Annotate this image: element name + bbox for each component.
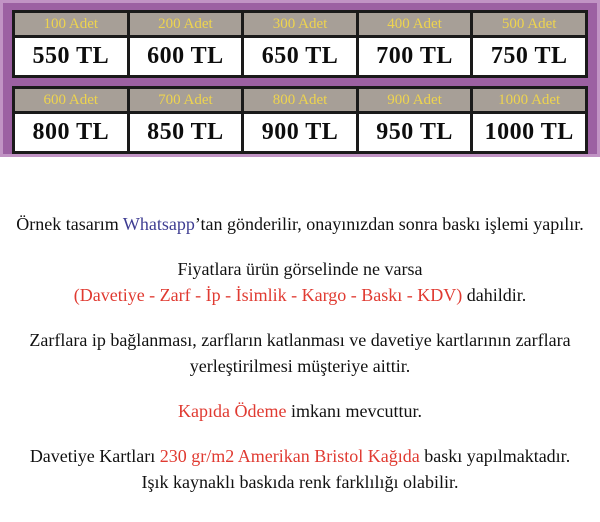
qty-cell: 500 Adet (472, 12, 587, 37)
whatsapp-label: Whatsapp (122, 214, 195, 234)
note-text: ’tan gönderilir, onayınızdan sonra baskı işlemi yapılır. (194, 214, 584, 234)
note-text-line (0, 282, 600, 308)
note-text: dahildir. (462, 285, 527, 305)
price-table-1 (12, 10, 588, 78)
note-sample-design (0, 211, 600, 237)
qty-cell: 600 Adet (14, 88, 129, 113)
note-text-line (0, 443, 600, 469)
quantity-header-row (14, 88, 587, 113)
price-cell: 650 TL (243, 37, 358, 77)
paper-spec-label: 230 gr/m2 Amerikan Bristol Kağıda (159, 446, 420, 466)
price-value-row (14, 37, 587, 77)
price-cell: 800 TL (14, 113, 129, 153)
note-text: imkanı mevcuttur. (286, 401, 422, 421)
price-value-row (14, 113, 587, 153)
note-cash-on-delivery (0, 398, 600, 424)
price-cell: 900 TL (243, 113, 358, 153)
note-text: baskı yapılmaktadır. (419, 446, 571, 466)
price-cell: 600 TL (128, 37, 243, 77)
note-text-line: Işık kaynaklı baskıda renk farklılığı olabilir. (141, 472, 459, 492)
note-text-line: Zarflara ip bağlanması, zarfların katlanması ve davetiye kartlarının zarflara (29, 330, 571, 350)
note-price-includes (0, 256, 600, 308)
qty-cell: 800 Adet (243, 88, 358, 113)
qty-cell: 200 Adet (128, 12, 243, 37)
price-cell: 550 TL (14, 37, 129, 77)
qty-cell: 700 Adet (128, 88, 243, 113)
qty-cell: 100 Adet (14, 12, 129, 37)
qty-cell: 900 Adet (357, 88, 472, 113)
info-notes (0, 157, 600, 495)
note-customer-responsibility (0, 327, 600, 379)
cash-on-delivery-label: Kapıda Ödeme (178, 401, 287, 421)
price-cell: 700 TL (357, 37, 472, 77)
note-text-line: yerleştirilmesi müşteriye aittir. (189, 356, 411, 376)
note-text: Örnek tasarım (16, 214, 123, 234)
price-cell: 750 TL (472, 37, 587, 77)
price-table-2 (12, 86, 588, 154)
qty-cell: 1000 Adet (472, 88, 587, 113)
included-items-list: (Davetiye - Zarf - İp - İsimlik - Kargo - Baskı - KDV) (73, 285, 463, 305)
qty-cell: 300 Adet (243, 12, 358, 37)
price-cell: 850 TL (128, 113, 243, 153)
pricing-banner (0, 0, 600, 157)
price-cell: 1000 TL (472, 113, 587, 153)
price-cell: 950 TL (357, 113, 472, 153)
note-paper-quality (0, 443, 600, 495)
note-text: Davetiye Kartları (29, 446, 160, 466)
note-text-line: Fiyatlara ürün görselinde ne varsa (177, 259, 423, 279)
quantity-header-row (14, 12, 587, 37)
qty-cell: 400 Adet (357, 12, 472, 37)
